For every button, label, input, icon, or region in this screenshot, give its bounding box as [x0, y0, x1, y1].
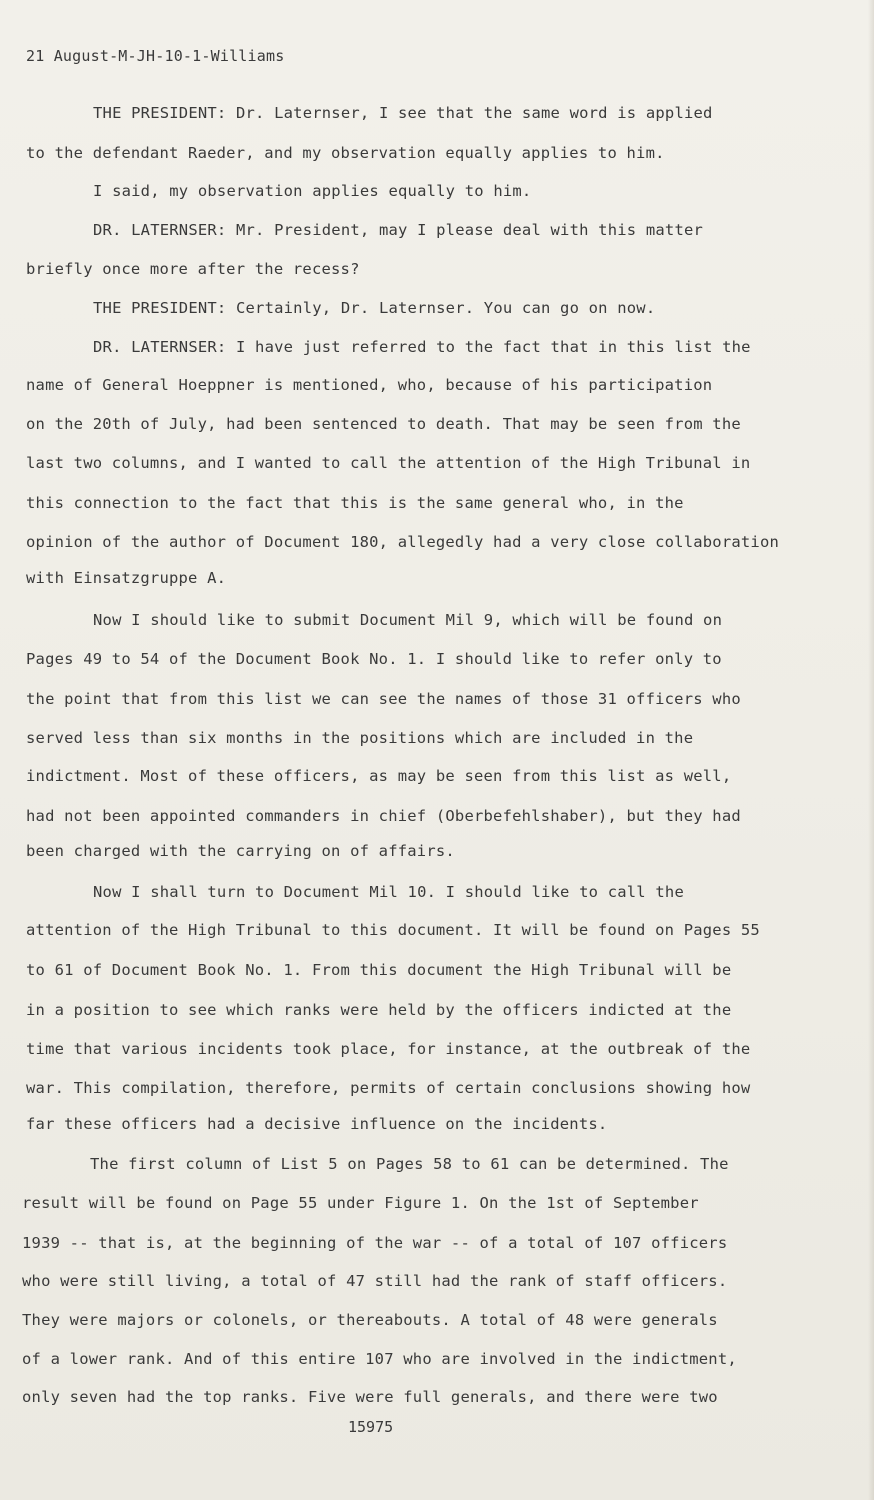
text-line: served less than six months in the positions which are included in the	[26, 729, 694, 747]
text-line: DR. LATERNSER: I have just referred to the fact that in this list the	[93, 338, 751, 356]
text-line: attention of the High Tribunal to this document. It will be found on Pages 55	[26, 921, 760, 939]
text-line: to 61 of Document Book No. 1. From this document the High Tribunal will be	[26, 961, 732, 979]
text-line: name of General Hoeppner is mentioned, who, because of his participation	[26, 376, 713, 394]
text-line: They were majors or colonels, or thereabouts. A total of 48 were generals	[22, 1311, 718, 1329]
text-line: who were still living, a total of 47 still had the rank of staff officers.	[22, 1272, 728, 1290]
text-line: been charged with the carrying on of affairs.	[26, 842, 455, 860]
text-line: indictment. Most of these officers, as may be seen from this list as well,	[26, 767, 732, 785]
text-line: war. This compilation, therefore, permits of certain conclusions showing how	[26, 1079, 751, 1097]
page-edge-shadow	[868, 0, 874, 1500]
page-number: 15975	[348, 1418, 394, 1436]
text-line: briefly once more after the recess?	[26, 260, 360, 278]
text-line: had not been appointed commanders in chief (Oberbefehlshaber), but they had	[26, 807, 741, 825]
text-line: The first column of List 5 on Pages 58 to 61 can be determined. The	[90, 1155, 729, 1173]
text-line: the point that from this list we can see the names of those 31 officers who	[26, 690, 741, 708]
text-line: to the defendant Raeder, and my observation equally applies to him.	[26, 144, 665, 162]
text-line: in a position to see which ranks were held by the officers indicted at the	[26, 1001, 732, 1019]
text-line: result will be found on Page 55 under Figure 1. On the 1st of September	[22, 1194, 699, 1212]
text-line: DR. LATERNSER: Mr. President, may I please deal with this matter	[93, 221, 704, 239]
text-line: THE PRESIDENT: Certainly, Dr. Laternser. You can go on now.	[93, 299, 656, 317]
text-line: Now I shall turn to Document Mil 10. I should like to call the	[93, 883, 684, 901]
text-line: opinion of the author of Document 180, allegedly had a very close collaboration	[26, 533, 780, 551]
text-line: time that various incidents took place, for instance, at the outbreak of the	[26, 1040, 751, 1058]
text-line: Pages 49 to 54 of the Document Book No. 1. I should like to refer only to	[26, 650, 722, 668]
text-line: of a lower rank. And of this entire 107 who are involved in the indictment,	[22, 1350, 737, 1368]
text-line: with Einsatzgruppe A.	[26, 569, 227, 587]
text-line: 1939 -- that is, at the beginning of the war -- of a total of 107 officers	[22, 1234, 728, 1252]
text-line: I said, my observation applies equally to him.	[93, 182, 532, 200]
text-line: this connection to the fact that this is the same general who, in the	[26, 494, 684, 512]
text-line: Now I should like to submit Document Mil 9, which will be found on	[93, 611, 723, 629]
text-line: only seven had the top ranks. Five were full generals, and there were two	[22, 1388, 718, 1406]
text-line: far these officers had a decisive influence on the incidents.	[26, 1115, 608, 1133]
text-line: on the 20th of July, had been sentenced to death. That may be seen from the	[26, 415, 741, 433]
text-line: last two columns, and I wanted to call the attention of the High Tribunal in	[26, 454, 751, 472]
text-line: THE PRESIDENT: Dr. Laternser, I see that the same word is applied	[93, 104, 713, 122]
document-header: 21 August-M-JH-10-1-Williams	[26, 47, 285, 65]
